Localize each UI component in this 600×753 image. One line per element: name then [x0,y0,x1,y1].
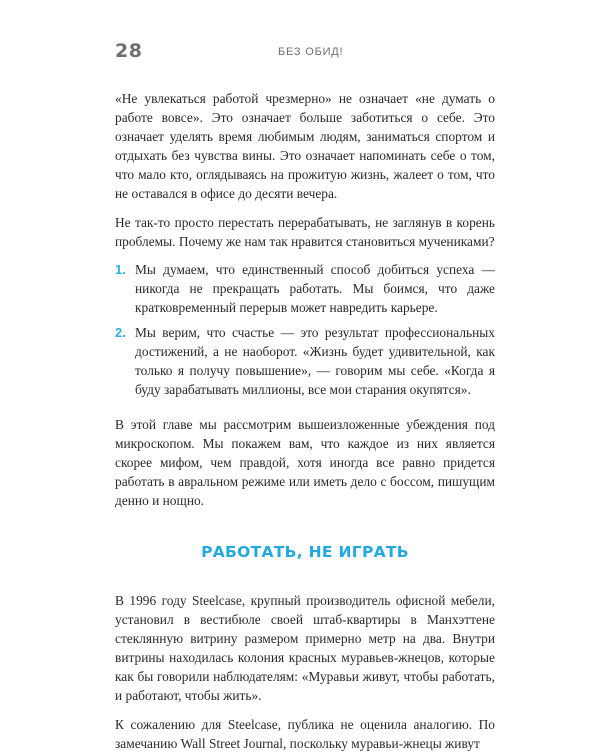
page-header [115,40,495,68]
page-content [115,89,495,753]
paragraph: К сожалению для Steelcase, публика не оценила аналогию. По замечанию Wall Street Journal, поскольку муравьи-жнецы живут [115,717,495,751]
paragraph: «Не увлекаться работой чрезмерно» не означает «не думать о работе вовсе». Это означает больше заботиться о себе. Это означает уделять время любимым людям, заниматься спортом и отдыхать без чувства вины. Это означает напоминать себе о том, что мало кто, оглядываясь на прожитую жизнь, жалеет о том, что не оставался в офисе до десяти вечера. [115,91,495,201]
paragraph: В 1996 году Steelcase, крупный производитель офисной мебели, установил в вестибюле своей штаб-квартиры в Манхэттене стеклянную витрину размером примерно метр на два. Внутри витрины находилась колония красных муравьев-жнецов, которые как бы говорили наблюдателям: «Муравьи живут, чтобы работать, и работают, чтобы жить». [115,593,495,703]
list-item-text: Мы верим, что счастье — это результат профессиональных достижений, а не наоборот. «Жизнь будет удивительной, как только я получу повышение», — говорим мы себе. «Когда я буду зарабатывать миллионы, все мои старания окупятся». [135,325,495,397]
paragraph: В этой главе мы рассмотрим вышеизложенные убеждения под микроскопом. Мы покажем вам, что каждое из них является скорее мифом, чем правдой, хотя иногда все равно придется работать в авральном режиме или иметь дело с боссом, пишущим денно и нощно. [115,417,495,508]
list-number: 1. [115,262,126,277]
list-item-text: Мы думаем, что единственный способ добиться успеха — никогда не прекращать работать. Мы боимся, что даже кратковременный перерыв может навредить карьере. [135,262,495,315]
page-number: 28 [115,40,143,62]
numbered-list [115,260,495,399]
running-head: БЕЗ ОБИД! [278,46,344,58]
list-item [115,260,495,317]
section-heading: РАБОТАТЬ, НЕ ИГРАТЬ [201,543,409,561]
paragraph: Не так-то просто перестать перерабатывать, не заглянув в корень проблемы. Почему же нам так нравится становиться мучениками? [115,215,495,249]
list-number: 2. [115,325,126,340]
list-item [115,323,495,399]
